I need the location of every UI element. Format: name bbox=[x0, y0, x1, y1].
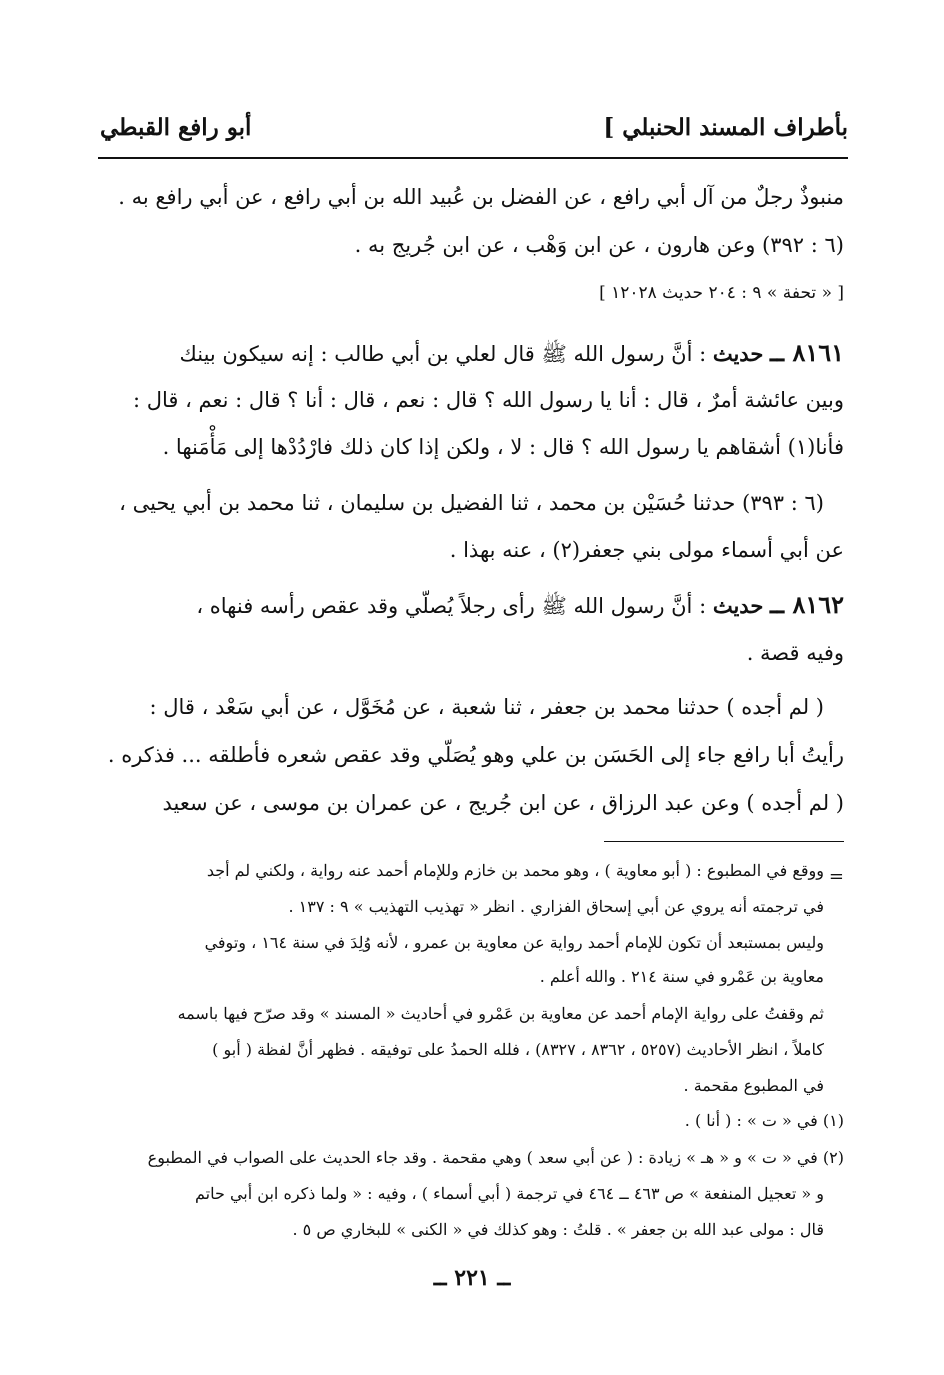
footnote-2: (٢) في « ت » و « هـ » زيادة : ( عن أبي سعد ) وهي مقحمة . وقد جاء الحديث على الصواب في المطبوع bbox=[147, 1148, 844, 1167]
running-header-section-title: أبو رافع القبطي bbox=[100, 114, 252, 141]
text-line: (٦ : ٣٩٢) وعن هارون ، عن ابن وَهْب ، عن ابن جُريج به . bbox=[354, 233, 844, 257]
footnote-1: (١) في « ت » : ( أنا ) . bbox=[684, 1111, 844, 1130]
hadith-8161-line bbox=[180, 338, 844, 369]
isnad-line: رأيتُ أبا رافع جاء إلى الحَسَن بن علي وهو يُصَلّي وقد عقص شعره فأطلقه ... فذكره . bbox=[107, 743, 844, 767]
footnote-line: معاوية بن عَمْرو في سنة ٢١٤ . والله أعلم . bbox=[539, 967, 824, 986]
running-header-book-title: بأطراف المسند الحنبلي ] bbox=[603, 114, 848, 141]
footnote-line: قال : مولى عبد الله بن جعفر » . قلتُ : وهو كذلك في « الكنى » للبخاري ص ٥ . bbox=[292, 1220, 824, 1239]
footnote-line: كاملاً ، انظر الأحاديث (٥٢٥٧ ، ٨٣٦٢ ، ٨٣٢٧) ، فلله الحمدُ على توفيقه . فظهر أنَّ لفظة ( أبو ) bbox=[212, 1040, 824, 1059]
footnote-line: ووقع في المطبوع : ( أبو معاوية ) ، وهو محمد بن خازم وللإمام أحمد عنه رواية ، ولكني لم أجد bbox=[206, 861, 824, 880]
text-line: وفيه قصة . bbox=[746, 641, 844, 665]
text-line: وبين عائشة أمرٌ ، قال : أنا يا رسول الله ؟ قال : نعم ، قال : أنا ؟ قال : نعم ، قال : bbox=[132, 388, 844, 412]
header-rule bbox=[98, 157, 848, 159]
footnote-line: ثم وقفتُ على رواية الإمام أحمد عن معاوية بن عَمْرو في أحاديث « المسند » وقد صرّح فيها باسمه bbox=[177, 1004, 824, 1023]
footnote-line: و « تعجيل المنفعة » ص ٤٦٣ ــ ٤٦٤ في ترجمة ( أبي أسماء ) ، وفيه : « ولما ذكره ابن أبي حاتم bbox=[195, 1184, 824, 1203]
text-line: فأنا(١) أشقاهم يا رسول الله ؟ قال : لا ، ولكن إذا كان ذلك فارْدُدْها إلى مَأْمَنها . bbox=[162, 435, 844, 459]
hadith-text: : أنَّ رسول الله ﷺ رأى رجلاً يُصلّي وقد عقص رأسه فنهاه ، bbox=[196, 594, 707, 618]
hadith-text: : أنَّ رسول الله ﷺ قال لعلي بن أبي طالب : إنه سيكون بينك bbox=[179, 342, 707, 366]
footnote-line: في ترجمته أنه يروي عن أبي إسحاق الفزاري . انظر « تهذيب التهذيب » ٩ : ١٣٧ . bbox=[288, 897, 824, 916]
footnote-rule bbox=[604, 841, 844, 842]
isnad-line: ( لم أجده ) وعن عبد الرزاق ، عن ابن جُريج ، عن عمران بن موسى ، عن سعيد bbox=[162, 791, 844, 815]
hadith-number: ٨١٦٢ ــ bbox=[770, 590, 844, 619]
continuation-mark: = bbox=[828, 866, 844, 887]
isnad-line: (٦ : ٣٩٣) حدثنا حُسَيْن بن محمد ، ثنا الفضيل بن سليمان ، ثنا محمد بن أبي يحيى ، bbox=[119, 491, 824, 515]
hadith-keyword: حديث bbox=[712, 341, 764, 366]
isnad-line: ( لم أجده ) حدثنا محمد بن جعفر ، ثنا شعبة ، عن مُخَوَّل ، عن أبي سَعْد ، قال : bbox=[149, 695, 824, 719]
tuhfa-reference: [ « تحفة » ٩ : ٢٠٤ حديث ١٢٠٢٨ ] bbox=[599, 283, 844, 303]
hadith-8162-line bbox=[196, 590, 844, 621]
page-number: ــ ٢٢١ ــ bbox=[433, 1265, 511, 1291]
isnad-line: عن أبي أسماء مولى بني جعفر(٢) ، عنه بهذا . bbox=[449, 538, 844, 562]
hadith-number: ٨١٦١ ــ bbox=[770, 338, 844, 367]
footnote-line: وليس بمستبعد أن تكون للإمام أحمد رواية عن معاوية بن عمرو ، لأنه وُلِدَ في سنة ١٦٤ ، وتوفي bbox=[204, 933, 824, 952]
footnote-line: في المطبوع مقحمة . bbox=[683, 1076, 824, 1095]
hadith-keyword: حديث bbox=[712, 593, 764, 618]
text-line: منبوذٌ رجلٌ من آل أبي رافع ، عن الفضل بن عُبيد الله بن أبي رافع ، عن أبي رافع به . bbox=[118, 185, 844, 209]
